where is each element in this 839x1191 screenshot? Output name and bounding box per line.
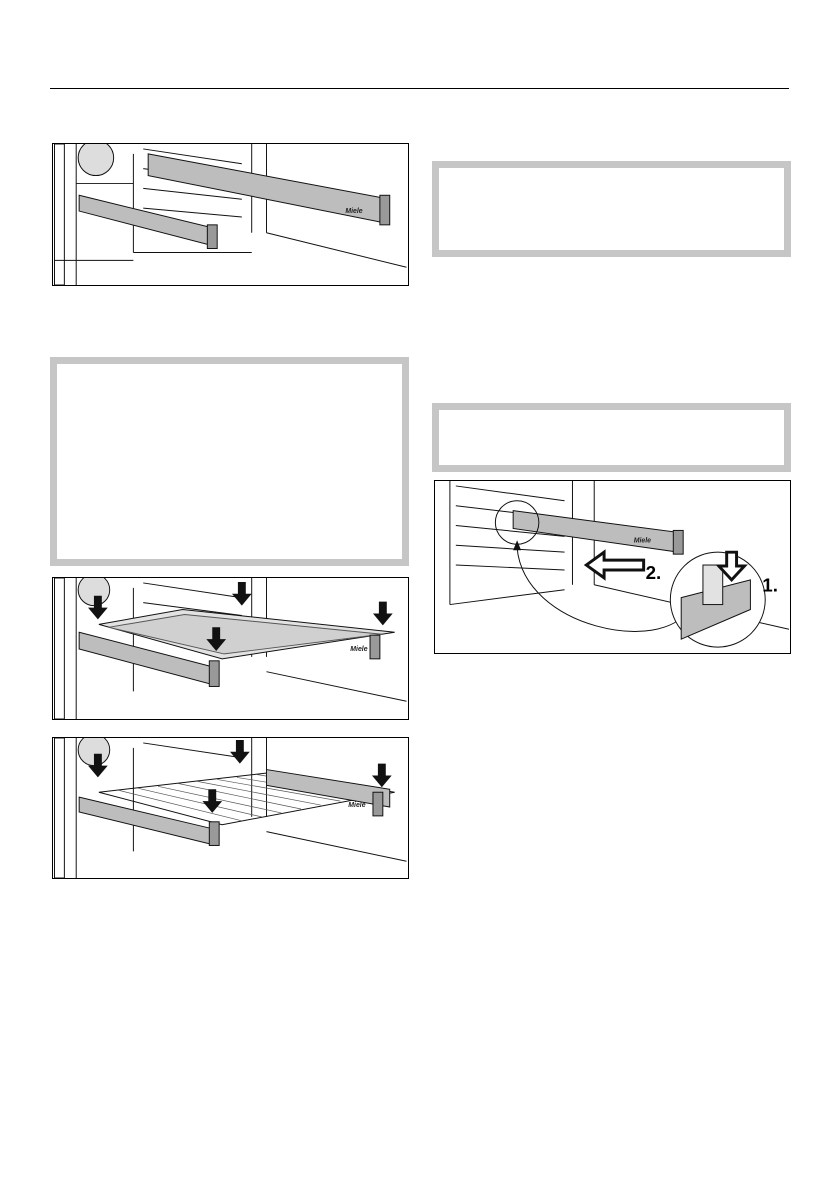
step-2-label: 2. <box>645 561 662 583</box>
figure-tray-placement <box>52 577 409 720</box>
note-box-left <box>50 357 409 566</box>
step-1-label: 1. <box>762 574 778 596</box>
figure-rail-removal <box>434 480 791 654</box>
note-box-top-right <box>432 161 791 257</box>
hollow-arrow-left-icon <box>586 552 643 578</box>
figure-3-brand-label: Miele <box>348 802 366 810</box>
figure-1-brand-label: Miele <box>345 208 363 216</box>
header-rule <box>50 88 789 89</box>
figure-rail-removal-illustration <box>435 481 790 653</box>
figure-runners-installed-illustration <box>53 144 408 285</box>
figure-runners-installed <box>52 143 409 286</box>
figure-rack-placement-illustration <box>53 738 408 878</box>
note-box-mid-right <box>432 403 791 472</box>
figure-rack-placement <box>52 737 409 879</box>
figure-tray-placement-illustration <box>53 578 408 719</box>
figure-4-brand-label: Miele <box>633 537 652 545</box>
figure-2-brand-label: Miele <box>350 645 368 653</box>
